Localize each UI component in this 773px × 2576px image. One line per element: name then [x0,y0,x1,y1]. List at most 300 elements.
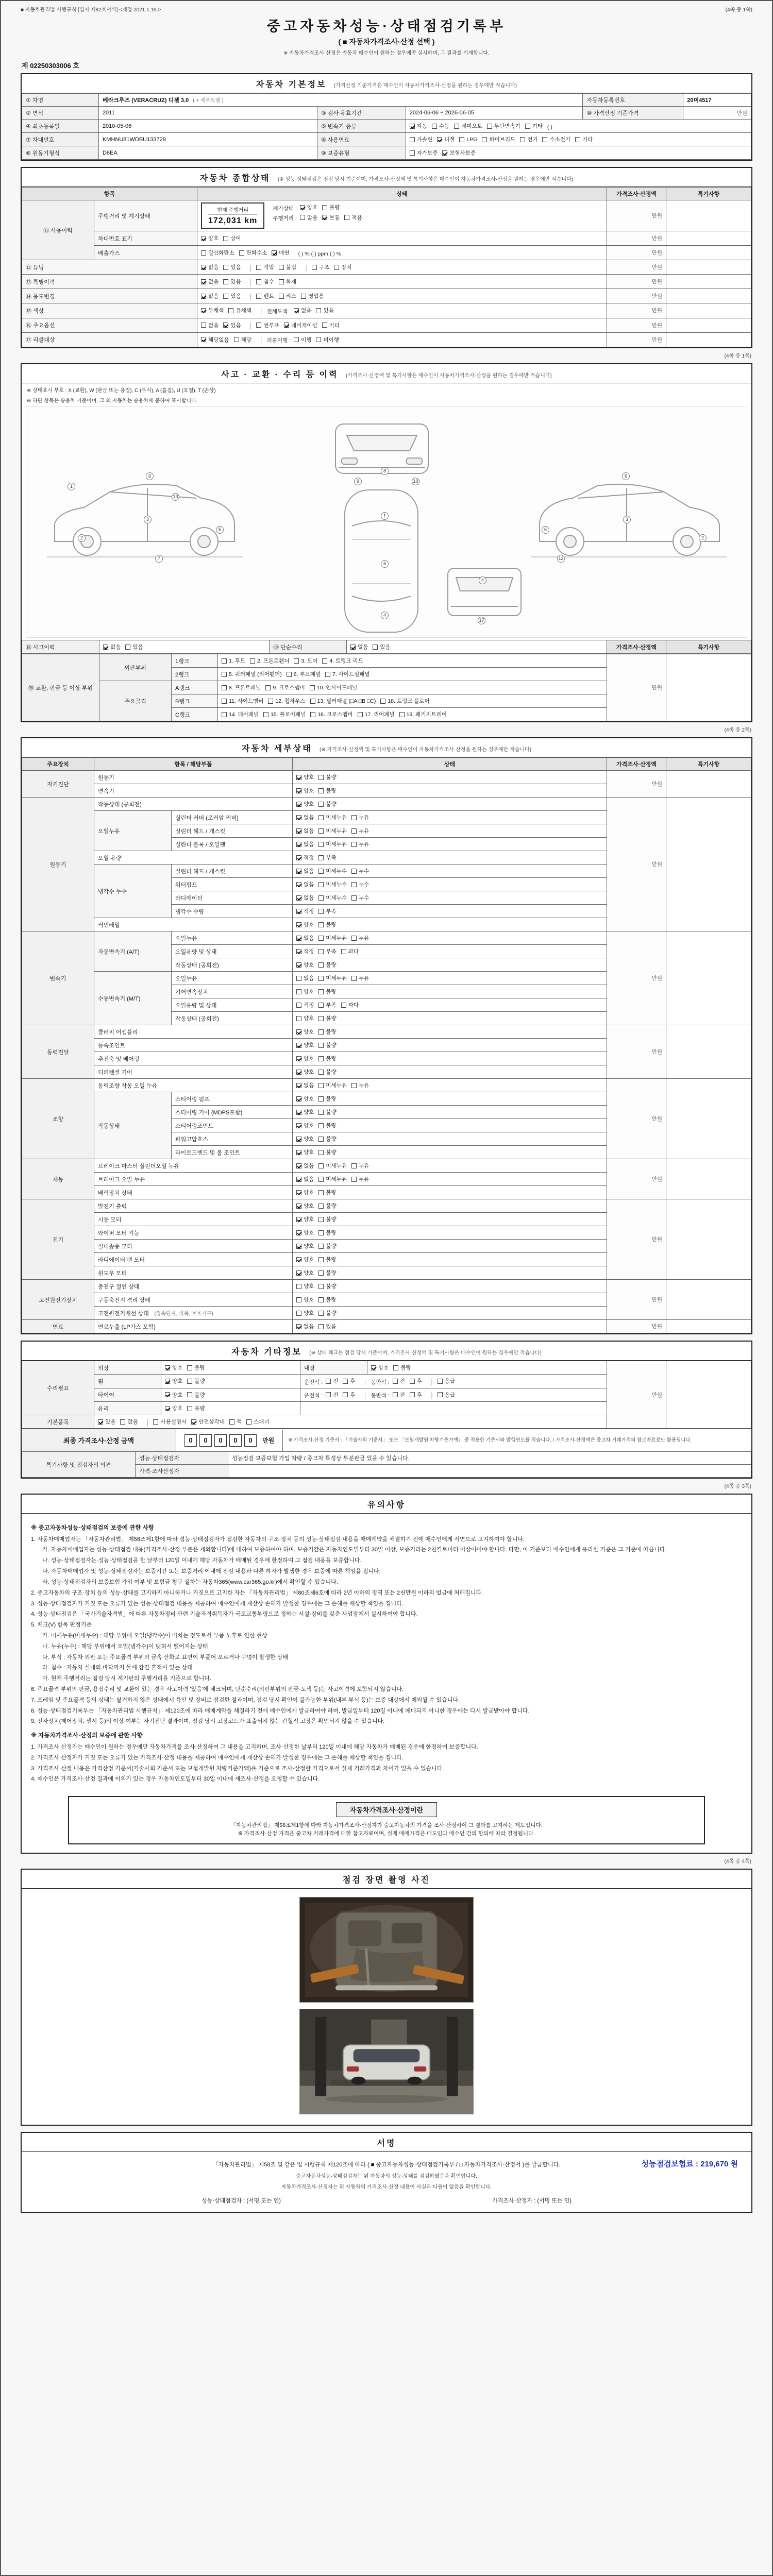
checkbox-checked[interactable] [296,869,301,874]
checkbox[interactable] [318,775,324,780]
checkbox-option[interactable] [125,643,143,651]
checkbox[interactable] [256,323,261,328]
checkbox[interactable] [410,150,415,156]
checkbox[interactable] [318,949,324,954]
checkbox[interactable] [318,1123,324,1128]
checkbox-option[interactable] [318,1323,336,1330]
checkbox-option[interactable] [442,149,476,157]
checkbox-option[interactable] [318,814,347,821]
checkbox-checked[interactable] [296,1204,301,1209]
checkbox[interactable] [318,1056,324,1061]
checkbox[interactable] [459,137,464,142]
checkbox-option[interactable] [351,894,369,902]
checkbox-option[interactable] [316,307,333,314]
checkbox-checked[interactable] [296,1083,301,1088]
checkbox-option[interactable] [318,867,347,875]
checkbox[interactable] [351,1177,357,1182]
checkbox-option[interactable] [318,1122,336,1129]
checkbox-option[interactable] [222,684,261,691]
checkbox[interactable] [318,1043,324,1048]
checkbox-option[interactable] [187,1404,205,1412]
checkbox[interactable] [318,1257,324,1262]
checkbox[interactable] [542,137,547,142]
checkbox[interactable] [318,1163,324,1168]
checkbox[interactable] [525,124,530,129]
checkbox-option[interactable] [222,710,259,718]
checkbox-option[interactable] [296,1122,314,1129]
checkbox[interactable] [318,922,324,927]
checkbox-checked[interactable] [296,1244,301,1249]
checkbox[interactable] [410,137,415,142]
checkbox-option[interactable] [318,1189,336,1196]
checkbox-option[interactable] [318,1095,336,1103]
checkbox-option[interactable] [201,263,219,271]
checkbox-option[interactable] [120,1418,138,1426]
checkbox[interactable] [318,1083,324,1088]
checkbox-option[interactable] [542,135,570,143]
checkbox[interactable] [318,882,324,887]
checkbox-option[interactable] [223,234,241,242]
checkbox-option[interactable] [318,907,336,915]
checkbox-option[interactable] [341,947,359,955]
checkbox-checked[interactable] [350,645,356,650]
checkbox-option[interactable] [201,321,219,329]
checkbox-option[interactable] [296,947,314,955]
checkbox-option[interactable] [223,292,241,300]
checkbox-option[interactable] [223,263,241,271]
checkbox-option[interactable] [438,1391,455,1399]
checkbox-checked[interactable] [296,1163,301,1168]
checkbox-option[interactable] [318,1242,336,1250]
checkbox[interactable] [201,323,206,328]
checkbox-option[interactable] [296,787,314,794]
checkbox[interactable] [318,1297,324,1302]
checkbox-option[interactable] [296,1202,314,1210]
checkbox-checked[interactable] [296,842,301,847]
checkbox-option[interactable] [165,1377,182,1385]
checkbox[interactable] [322,658,327,664]
checkbox-option[interactable] [326,1377,338,1385]
checkbox[interactable] [318,1244,324,1249]
checkbox[interactable] [318,1110,324,1115]
checkbox-option[interactable] [296,814,314,821]
checkbox[interactable] [318,869,324,874]
checkbox-option[interactable] [263,710,306,718]
checkbox-option[interactable] [153,1418,187,1426]
checkbox[interactable] [222,658,227,664]
checkbox-option[interactable] [296,1282,314,1290]
checkbox-option[interactable] [318,787,336,794]
checkbox[interactable] [318,962,324,968]
checkbox[interactable] [351,936,357,941]
checkbox[interactable] [351,828,357,834]
checkbox-checked[interactable] [201,308,206,313]
checkbox[interactable] [393,1392,398,1397]
checkbox-checked[interactable] [296,815,301,820]
checkbox-option[interactable] [256,321,279,329]
checkbox-option[interactable] [296,1256,314,1263]
checkbox[interactable] [296,989,301,994]
checkbox-checked[interactable] [296,1110,301,1115]
checkbox-option[interactable] [318,1269,336,1277]
checkbox-option[interactable] [322,657,363,665]
checkbox[interactable] [326,1392,331,1397]
checkbox[interactable] [351,882,357,887]
checkbox-option[interactable] [525,122,543,130]
checkbox[interactable] [318,1217,324,1222]
checkbox-option[interactable] [223,321,241,329]
checkbox-option[interactable] [287,670,321,678]
checkbox[interactable] [318,1190,324,1195]
inspector-signature-slot[interactable]: 성능·상태점검자 : (서명 또는 인) [201,2197,281,2204]
checkbox-checked[interactable] [201,265,206,270]
checkbox-option[interactable] [296,1108,314,1116]
checkbox-option[interactable] [318,894,347,902]
checkbox[interactable] [341,1003,346,1008]
checkbox-option[interactable] [318,1202,336,1210]
checkbox-option[interactable] [300,204,317,211]
checkbox-option[interactable] [318,1001,336,1009]
checkbox-option[interactable] [520,135,537,143]
checkbox-checked[interactable] [296,1150,301,1155]
checkbox-option[interactable] [296,1215,314,1223]
checkbox-checked[interactable] [300,205,305,210]
checkbox-option[interactable] [410,122,427,130]
checkbox-checked[interactable] [296,895,301,901]
checkbox-option[interactable] [322,214,340,222]
checkbox-option[interactable] [351,827,369,835]
checkbox[interactable] [318,828,324,834]
checkbox-option[interactable] [358,710,395,718]
checkbox-checked[interactable] [296,1043,301,1048]
checkbox[interactable] [279,265,284,270]
checkbox-option[interactable] [201,249,234,257]
checkbox[interactable] [279,294,284,299]
checkbox-option[interactable] [318,1014,336,1022]
checkbox[interactable] [263,712,268,717]
checkbox-checked[interactable] [296,1270,301,1276]
checkbox-checked[interactable] [296,802,301,807]
checkbox-option[interactable] [380,697,429,705]
checkbox-option[interactable] [201,336,229,344]
checkbox[interactable] [318,936,324,941]
checkbox-option[interactable] [250,657,289,665]
checkbox-option[interactable] [296,854,314,861]
checkbox-checked[interactable] [294,308,299,313]
checkbox[interactable] [239,250,244,256]
checkbox-checked[interactable] [296,1123,301,1128]
checkbox-option[interactable] [310,710,352,718]
checkbox-option[interactable] [322,321,340,329]
checkbox-option[interactable] [351,974,369,982]
checkbox-checked[interactable] [296,922,301,927]
checkbox-option[interactable] [222,697,263,705]
checkbox[interactable] [256,279,261,284]
checkbox-checked[interactable] [296,828,301,834]
checkbox-checked[interactable] [322,215,327,220]
checkbox[interactable] [296,976,301,981]
checkbox-option[interactable] [334,263,351,271]
checkbox-option[interactable] [187,1377,205,1385]
checkbox[interactable] [351,815,357,820]
checkbox-checked[interactable] [165,1365,170,1370]
checkbox-option[interactable] [318,854,336,861]
checkbox-option[interactable] [300,214,317,222]
checkbox-checked[interactable] [201,337,206,342]
checkbox-option[interactable] [410,135,432,143]
checkbox[interactable] [318,1150,324,1155]
checkbox-option[interactable] [318,988,336,995]
checkbox-checked[interactable] [296,775,301,780]
checkbox-option[interactable] [318,1148,336,1156]
checkbox-option[interactable] [223,278,241,285]
checkbox-option[interactable] [296,1028,314,1036]
checkbox[interactable] [318,855,324,860]
checkbox-option[interactable] [296,1229,314,1236]
checkbox[interactable] [287,672,292,677]
checkbox[interactable] [296,1311,301,1316]
checkbox-checked[interactable] [191,1419,196,1425]
checkbox-option[interactable] [296,867,314,875]
checkbox-option[interactable] [296,1135,314,1143]
checkbox[interactable] [318,1029,324,1035]
checkbox-option[interactable] [296,988,314,995]
checkbox-checked[interactable] [296,1257,301,1262]
checkbox-option[interactable] [296,974,314,982]
checkbox-option[interactable] [234,336,251,344]
checkbox-option[interactable] [350,643,368,651]
checkbox-option[interactable] [318,947,336,955]
checkbox-option[interactable] [318,827,347,835]
checkbox-option[interactable] [318,961,336,969]
checkbox-option[interactable] [296,1296,314,1303]
checkbox[interactable] [201,250,206,256]
checkbox-option[interactable] [318,1108,336,1116]
checkbox[interactable] [301,294,306,299]
checkbox-option[interactable] [575,135,593,143]
checkbox-option[interactable] [272,249,289,257]
checkbox-checked[interactable] [296,1324,301,1329]
checkbox[interactable] [316,337,321,342]
checkbox[interactable] [120,1419,125,1425]
checkbox[interactable] [223,294,228,299]
checkbox-option[interactable] [318,1162,347,1170]
checkbox[interactable] [438,1379,443,1384]
checkbox-option[interactable] [296,1162,314,1170]
checkbox-option[interactable] [165,1364,182,1371]
checkbox-option[interactable] [296,934,314,942]
checkbox-checked[interactable] [296,1177,301,1182]
checkbox-option[interactable] [296,1309,314,1317]
checkbox[interactable] [294,658,299,664]
checkbox[interactable] [300,215,305,220]
checkbox-checked[interactable] [201,279,206,284]
checkbox[interactable] [380,699,385,704]
checkbox-option[interactable] [318,773,336,781]
checkbox-option[interactable] [296,1081,314,1089]
checkbox-option[interactable] [318,921,336,928]
checkbox-option[interactable] [222,657,245,665]
checkbox[interactable] [246,1419,251,1425]
checkbox-option[interactable] [351,880,369,888]
checkbox[interactable] [153,1419,158,1425]
checkbox-option[interactable] [279,292,296,300]
checkbox-option[interactable] [296,907,314,915]
checkbox-option[interactable] [351,934,369,942]
checkbox-option[interactable] [296,827,314,835]
checkbox-option[interactable] [351,867,369,875]
checkbox[interactable] [318,1070,324,1075]
checkbox[interactable] [223,265,228,270]
checkbox[interactable] [487,124,492,129]
checkbox-option[interactable] [296,1068,314,1076]
checkbox-option[interactable] [318,1282,336,1290]
checkbox-option[interactable] [294,657,317,665]
checkbox[interactable] [351,842,357,847]
checkbox-checked[interactable] [296,788,301,793]
checkbox[interactable] [318,989,324,994]
checkbox-option[interactable] [296,880,314,888]
checkbox-option[interactable] [318,1175,347,1183]
checkbox-option[interactable] [296,773,314,781]
checkbox-option[interactable] [410,1377,422,1385]
checkbox[interactable] [454,124,459,129]
checkbox[interactable] [222,712,227,717]
checkbox[interactable] [223,236,228,241]
checkbox-option[interactable] [318,800,336,808]
checkbox[interactable] [351,1163,357,1168]
checkbox-option[interactable] [351,814,369,821]
checkbox-checked[interactable] [410,124,415,129]
checkbox[interactable] [393,1365,398,1370]
checkbox[interactable] [222,672,227,677]
checkbox-option[interactable] [438,1377,455,1385]
checkbox-checked[interactable] [296,1096,301,1101]
checkbox[interactable] [279,279,284,284]
checkbox-checked[interactable] [296,1217,301,1222]
checkbox-option[interactable] [325,670,370,678]
checkbox-option[interactable] [296,921,314,928]
checkbox-option[interactable] [318,1309,336,1317]
checkbox-option[interactable] [296,961,314,969]
checkbox-option[interactable] [437,135,455,143]
checkbox-checked[interactable] [296,882,301,887]
checkbox[interactable] [222,699,227,704]
checkbox-option[interactable] [318,1081,347,1089]
checkbox-option[interactable] [351,840,369,848]
checkbox-checked[interactable] [296,909,301,914]
checkbox[interactable] [351,976,357,981]
checkbox[interactable] [268,699,273,704]
checkbox-checked[interactable] [296,855,301,860]
checkbox-option[interactable] [201,234,219,242]
checkbox-option[interactable] [296,1175,314,1183]
checkbox[interactable] [318,1177,324,1182]
checkbox-option[interactable] [165,1404,182,1412]
checkbox-checked[interactable] [165,1406,170,1411]
checkbox[interactable] [187,1379,192,1384]
checkbox-option[interactable] [459,137,477,143]
checkbox[interactable] [334,265,339,270]
checkbox[interactable] [432,124,437,129]
checkbox[interactable] [187,1392,192,1397]
checkbox-option[interactable] [187,1364,205,1371]
checkbox-checked[interactable] [296,1056,301,1061]
checkbox-option[interactable] [432,122,449,130]
checkbox[interactable] [316,308,321,313]
checkbox-checked[interactable] [296,1230,301,1235]
checkbox[interactable] [318,909,324,914]
checkbox-option[interactable] [103,643,121,651]
checkbox-option[interactable] [393,1391,405,1399]
checkbox-checked[interactable] [103,645,108,650]
checkbox-option[interactable] [322,204,340,211]
checkbox-option[interactable] [222,670,282,678]
checkbox-option[interactable] [341,1001,359,1009]
checkbox-checked[interactable] [296,1029,301,1035]
checkbox-option[interactable] [310,684,357,691]
checkbox[interactable] [399,712,405,717]
checkbox-option[interactable] [318,1055,336,1062]
checkbox[interactable] [344,215,349,220]
checkbox-option[interactable] [373,643,390,651]
checkbox-option[interactable] [318,1068,336,1076]
checkbox-checked[interactable] [98,1419,103,1425]
checkbox-option[interactable] [318,1296,336,1303]
checkbox[interactable] [351,895,357,901]
checkbox-option[interactable] [201,278,219,285]
checkbox[interactable] [520,137,525,142]
checkbox-option[interactable] [410,1391,422,1399]
checkbox-checked[interactable] [296,1070,301,1075]
checkbox-option[interactable] [201,307,224,314]
checkbox-option[interactable] [318,1028,336,1036]
checkbox-option[interactable] [296,1014,314,1022]
checkbox-checked[interactable] [296,1137,301,1142]
checkbox-checked[interactable] [371,1365,376,1370]
checkbox-checked[interactable] [437,137,442,142]
checkbox-option[interactable] [284,321,317,329]
checkbox[interactable] [343,1379,348,1384]
checkbox[interactable] [318,1096,324,1101]
checkbox-option[interactable] [296,1189,314,1196]
checkbox[interactable] [234,337,239,342]
checkbox-option[interactable] [482,135,515,143]
checkbox[interactable] [187,1365,192,1370]
checkbox[interactable] [222,685,227,690]
checkbox[interactable] [318,1204,324,1209]
checkbox-option[interactable] [279,263,296,271]
checkbox[interactable] [482,137,487,142]
checkbox-option[interactable] [191,1418,225,1426]
checkbox-checked[interactable] [296,936,301,941]
checkbox[interactable] [318,1284,324,1289]
checkbox-option[interactable] [318,840,347,848]
checkbox[interactable] [341,949,346,954]
checkbox[interactable] [229,1419,234,1425]
checkbox-option[interactable] [187,1391,205,1399]
checkbox-option[interactable] [371,1364,389,1371]
checkbox-checked[interactable] [442,150,447,156]
checkbox[interactable] [318,842,324,847]
checkbox[interactable] [410,1392,415,1397]
checkbox-option[interactable] [165,1391,182,1399]
checkbox-checked[interactable] [165,1392,170,1397]
checkbox-option[interactable] [256,292,274,300]
checkbox-option[interactable] [296,1001,314,1009]
checkbox[interactable] [312,265,317,270]
checkbox-option[interactable] [326,1391,338,1399]
